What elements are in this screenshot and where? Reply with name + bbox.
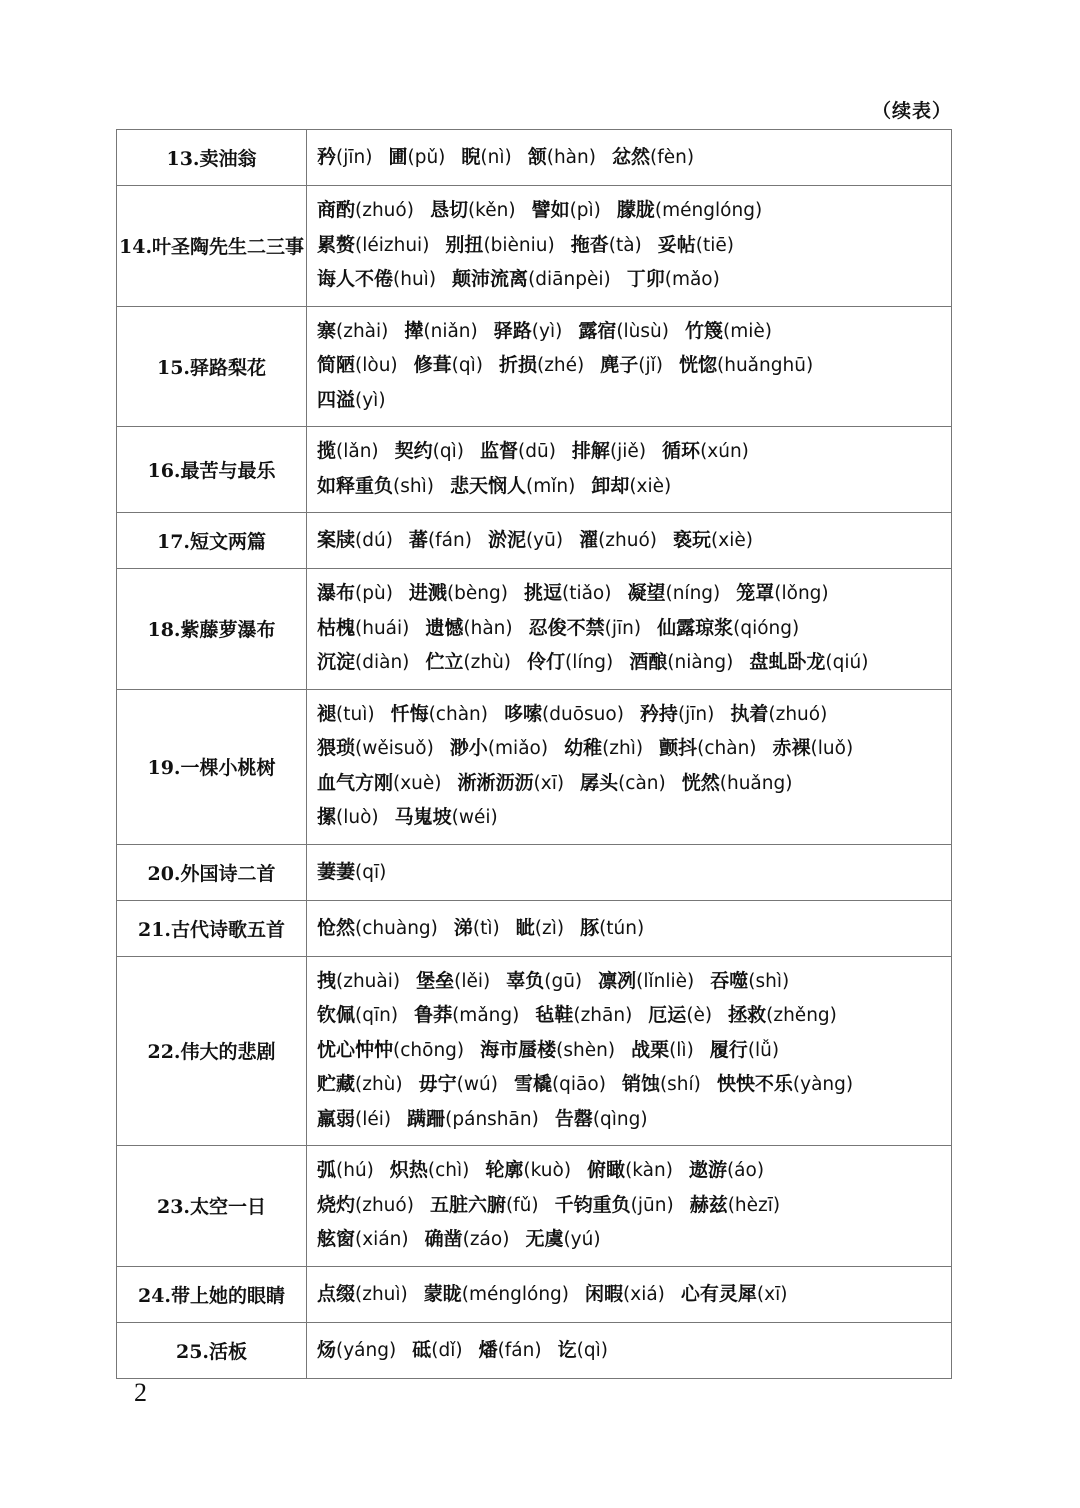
vocab-entry: 履行(lǚ) [709, 1038, 780, 1061]
vocab-entry: 撵(niǎn) [404, 319, 478, 342]
vocab-entry: 告罄(qìng) [554, 1107, 648, 1130]
word-list-cell [307, 844, 952, 900]
vocab-entry: 舷窗(xián) [317, 1228, 409, 1250]
word-line [317, 998, 951, 1033]
vocab-entry: 萋萋(qī) [317, 860, 387, 883]
lesson-title: 16.最苦与最乐 [117, 427, 307, 513]
vocab-entry: 烧灼(zhuó) [317, 1193, 414, 1216]
vocab-entry: 雪橇(qiāo) [513, 1073, 606, 1095]
table-row [117, 1146, 952, 1267]
vocabulary-table [116, 129, 952, 1379]
vocab-entry: 诲人不倦(huì) [317, 268, 437, 290]
vocab-entry: 麂子(jǐ) [600, 354, 663, 376]
vocab-entry: 忧心忡忡(chōng) [317, 1038, 465, 1061]
vocab-entry: 渺小(miǎo) [449, 737, 549, 759]
word-line [317, 1067, 951, 1102]
word-line [317, 1277, 951, 1312]
word-line [317, 1222, 951, 1257]
vocab-entry: 炽热(chì) [389, 1159, 470, 1181]
word-line [317, 383, 951, 418]
vocab-entry: 驿路(yì) [493, 319, 563, 342]
vocab-entry: 挑逗(tiǎo) [523, 582, 612, 604]
vocab-entry: 堡垒(lěi) [416, 969, 491, 992]
word-list-cell [307, 306, 952, 427]
word-list-cell [307, 1146, 952, 1267]
vocab-entry: 哆嗦(duōsuo) [504, 702, 624, 725]
vocab-entry: 监督(dū) [480, 440, 556, 462]
vocab-entry: 颠沛流离(diānpèi) [452, 268, 611, 290]
vocab-entry: 心有灵犀(xī) [680, 1282, 788, 1305]
word-line [317, 645, 951, 680]
vocab-entry: 忏悔(chàn) [390, 702, 488, 725]
vocab-entry: 四溢(yì) [317, 388, 386, 411]
vocab-entry: 累赘(léizhui) [317, 233, 430, 256]
vocab-entry: 亵玩(xiè) [673, 529, 753, 552]
vocab-entry: 猥琐(wěisuǒ) [317, 737, 434, 759]
vocab-entry: 蹒跚(pánshān) [407, 1107, 539, 1130]
lesson-title: 25.活板 [117, 1322, 307, 1378]
vocab-entry: 孱头(càn) [580, 771, 666, 794]
vocab-entry: 别扭(bièniu) [445, 233, 555, 256]
vocab-entry: 仙露琼浆(qióng) [657, 616, 800, 639]
vocab-entry: 简陋(lòu) [317, 354, 398, 376]
vocab-entry: 排解(jiě) [571, 440, 647, 462]
word-list-cell [307, 427, 952, 513]
vocab-entry: 凛冽(lǐnliè) [598, 969, 695, 992]
vocab-entry: 譬如(pì) [531, 199, 601, 221]
vocab-entry: 瀑布(pù) [317, 582, 393, 604]
lesson-title: 24.带上她的眼睛 [117, 1266, 307, 1322]
word-line [317, 228, 951, 263]
vocab-entry: 盘虬卧龙(qiú) [749, 651, 869, 673]
lesson-title: 20.外国诗二首 [117, 844, 307, 900]
continued-label: （续表） [871, 100, 952, 122]
vocab-entry: 枯槐(huái) [317, 616, 410, 639]
vocab-entry: 燔(fán) [478, 1338, 542, 1361]
table-row [117, 1266, 952, 1322]
vocab-entry: 案牍(dú) [317, 529, 393, 552]
word-list-cell [307, 689, 952, 844]
table-row [117, 689, 952, 844]
vocab-entry: 修葺(qì) [413, 354, 483, 376]
vocab-entry: 露宿(lùsù) [578, 319, 669, 342]
vocab-entry: 妥帖(tiē) [657, 233, 735, 256]
vocab-entry: 睨(nì) [461, 146, 512, 169]
vocab-entry: 赫兹(hèzī) [689, 1193, 781, 1216]
vocab-entry: 讫(qì) [557, 1338, 608, 1361]
vocab-entry: 酒酿(niàng) [629, 651, 734, 673]
vocab-entry: 辜负(gū) [506, 969, 583, 992]
word-list-cell [307, 513, 952, 569]
vocab-entry: 眦(zì) [515, 916, 565, 939]
word-line [317, 731, 951, 766]
vocab-entry: 蕃(fán) [408, 529, 472, 552]
vocab-entry: 朦胧(ménglóng) [616, 199, 763, 221]
vocab-entry: 卸却(xiè) [591, 474, 672, 497]
word-line [317, 1033, 951, 1068]
vocab-entry: 淤泥(yū) [487, 529, 564, 552]
vocab-entry: 褪(tuì) [317, 702, 375, 725]
vocab-entry: 赤裸(luǒ) [772, 737, 854, 759]
word-list-cell [307, 130, 952, 186]
vocab-entry: 沉淀(diàn) [317, 651, 410, 673]
vocab-entry: 厄运(è) [648, 1004, 713, 1026]
word-line [317, 523, 951, 558]
vocabulary-table-body [117, 130, 952, 1379]
vocab-entry: 砥(dǐ) [412, 1338, 463, 1361]
vocab-entry: 销蚀(shí) [621, 1073, 701, 1095]
lesson-title: 19.一棵小桃树 [117, 689, 307, 844]
vocab-entry: 血气方刚(xuè) [317, 771, 442, 794]
vocab-entry: 点缀(zhuì) [317, 1282, 408, 1305]
vocab-entry: 揽(lǎn) [317, 440, 379, 462]
vocab-entry: 拖沓(tà) [570, 233, 642, 256]
word-line [317, 262, 951, 297]
lesson-title: 18.紫藤萝瀑布 [117, 569, 307, 690]
vocab-entry: 幼稚(zhì) [564, 737, 644, 759]
vocab-entry: 贮藏(zhù) [317, 1073, 403, 1095]
vocab-entry: 淅淅沥沥(xī) [457, 771, 565, 794]
word-list-cell [307, 956, 952, 1146]
vocab-entry: 豚(tún) [580, 916, 645, 939]
table-row [117, 513, 952, 569]
vocab-entry: 拽(zhuài) [317, 969, 401, 992]
table-row [117, 427, 952, 513]
vocab-entry: 濯(zhuó) [579, 529, 658, 552]
vocab-entry: 蒙眬(ménglóng) [423, 1282, 570, 1305]
table-row [117, 569, 952, 690]
word-line [317, 140, 951, 175]
vocab-entry: 丁卯(mǎo) [626, 268, 720, 290]
vocab-entry: 颔(hàn) [527, 146, 596, 169]
vocab-entry: 海市蜃楼(shèn) [480, 1038, 616, 1061]
word-line [317, 1188, 951, 1223]
word-line [317, 314, 951, 349]
table-row [117, 306, 952, 427]
vocab-entry: 怏怏不乐(yàng) [716, 1073, 854, 1095]
vocab-entry: 颤抖(chàn) [659, 737, 757, 759]
word-line [317, 193, 951, 228]
vocab-entry: 羸弱(léi) [317, 1107, 392, 1130]
word-line [317, 1153, 951, 1188]
vocab-entry: 炀(yáng) [317, 1338, 397, 1361]
vocab-entry: 鲁莽(mǎng) [414, 1004, 520, 1026]
word-line [317, 611, 951, 646]
lesson-title: 15.驿路梨花 [117, 306, 307, 427]
vocab-entry: 笼罩(lǒng) [736, 582, 829, 604]
word-list-cell [307, 900, 952, 956]
vocab-entry: 弧(hú) [317, 1159, 374, 1181]
word-line [317, 1333, 951, 1368]
vocab-entry: 毋宁(wú) [418, 1073, 498, 1095]
lesson-title: 21.古代诗歌五首 [117, 900, 307, 956]
vocab-entry: 恍然(huǎng) [681, 771, 793, 794]
vocab-entry: 轮廓(kuò) [485, 1159, 572, 1181]
vocab-entry: 闲暇(xiá) [585, 1282, 665, 1305]
vocab-entry: 确凿(záo) [424, 1228, 510, 1250]
word-line [317, 434, 951, 469]
vocab-entry: 战栗(lì) [631, 1038, 694, 1061]
vocab-entry: 毡鞋(zhān) [535, 1004, 633, 1026]
vocab-entry: 怆然(chuàng) [317, 916, 438, 939]
vocab-entry: 五脏六腑(fǔ) [429, 1193, 539, 1216]
vocab-entry: 执着(zhuó) [730, 702, 828, 725]
word-line [317, 576, 951, 611]
vocab-entry: 遨游(áo) [688, 1159, 765, 1181]
table-row [117, 186, 952, 307]
vocab-entry: 凝望(níng) [627, 582, 721, 604]
word-line [317, 964, 951, 999]
lesson-title: 13.卖油翁 [117, 130, 307, 186]
word-line [317, 766, 951, 801]
word-list-cell [307, 1322, 952, 1378]
table-row [117, 956, 952, 1146]
vocab-entry: 寨(zhài) [317, 319, 389, 342]
vocab-entry: 矜持(jīn) [639, 702, 715, 725]
vocab-entry: 悲天悯人(mǐn) [449, 474, 576, 497]
table-row [117, 130, 952, 186]
word-list-cell [307, 186, 952, 307]
vocab-entry: 进溅(bèng) [408, 582, 508, 604]
vocab-entry: 折损(zhé) [498, 354, 585, 376]
vocab-entry: 马嵬坡(wéi) [394, 806, 498, 828]
page-number: 2 [134, 1378, 147, 1407]
vocab-entry: 竹篾(miè) [685, 319, 772, 342]
lesson-title: 23.太空一日 [117, 1146, 307, 1267]
vocab-entry: 钦佩(qīn) [317, 1004, 399, 1026]
lesson-title: 14.叶圣陶先生二三事 [117, 186, 307, 307]
vocab-entry: 伫立(zhù) [425, 651, 512, 673]
lesson-title: 17.短文两篇 [117, 513, 307, 569]
word-list-cell [307, 1266, 952, 1322]
word-line [317, 348, 951, 383]
vocab-entry: 千钧重负(jūn) [554, 1193, 674, 1216]
vocab-entry: 摞(luò) [317, 806, 379, 828]
word-list-cell [307, 569, 952, 690]
word-line [317, 855, 951, 890]
vocab-entry: 恳切(kěn) [429, 199, 516, 221]
table-row [117, 844, 952, 900]
word-line [317, 1102, 951, 1137]
vocab-entry: 遗憾(hàn) [425, 616, 513, 639]
vocab-entry: 忿然(fèn) [611, 146, 695, 169]
vocab-entry: 如释重负(shì) [317, 474, 434, 497]
word-line [317, 800, 951, 835]
word-line [317, 697, 951, 732]
vocab-entry: 商酌(zhuó) [317, 199, 414, 221]
vocab-entry: 伶仃(líng) [527, 651, 614, 673]
table-row [117, 900, 952, 956]
vocab-entry: 契约(qì) [394, 440, 464, 462]
vocab-entry: 矜(jīn) [317, 146, 373, 169]
vocab-entry: 圃(pǔ) [388, 146, 446, 169]
vocab-entry: 忍俊不禁(jīn) [528, 616, 642, 639]
table-row [117, 1322, 952, 1378]
word-line [317, 911, 951, 946]
word-line [317, 469, 951, 504]
vocab-entry: 吞噬(shì) [710, 969, 790, 992]
lesson-title: 22.伟大的悲剧 [117, 956, 307, 1146]
vocab-entry: 恍惚(huǎnghū) [679, 354, 814, 376]
vocab-entry: 无虞(yú) [525, 1228, 601, 1250]
vocab-entry: 俯瞰(kàn) [587, 1159, 673, 1181]
vocab-entry: 拯救(zhěng) [728, 1004, 837, 1026]
vocab-entry: 循环(xún) [662, 440, 749, 462]
vocab-entry: 涕(tì) [453, 916, 500, 939]
